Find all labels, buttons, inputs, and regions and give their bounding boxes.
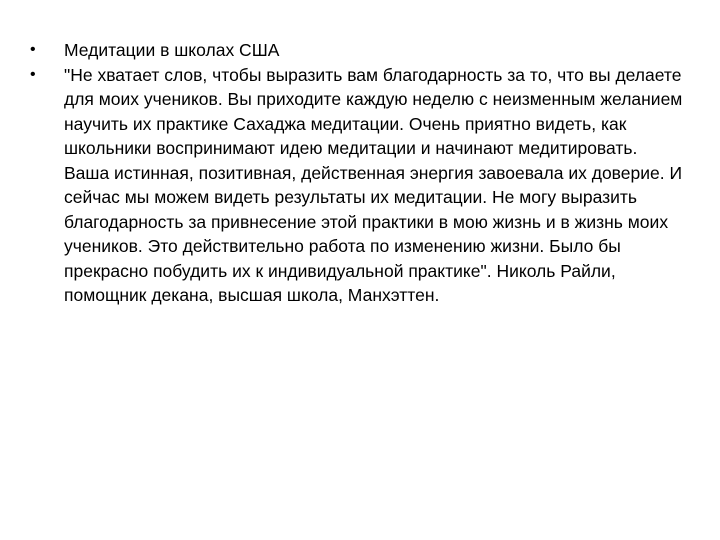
bullet-dot-icon: • <box>30 41 36 58</box>
bullet-item-title <box>26 38 686 63</box>
bullet-text-title: Медитации в школах США <box>64 40 280 60</box>
bullet-text-quote: "Не хватает слов, чтобы выразить вам благодарность за то, что вы делаете для моих учеников. Вы приходите каждую неделю с неизменным желанием научить их практике Сахаджа медитации. Очень приятно видеть, как школьники воспринимают идею медитации и начинают медитировать. Ваша истинная, позитивная, действенная энергия завоевала их доверие. И сейчас мы можем видеть результаты их медитации. Не могу выразить благодарность за привнесение этой практики в мою жизнь и в жизнь моих учеников. Это действительно работа по изменению жизни. Было бы прекрасно побудить их к индивидуальной практике". Николь Райли, помощник декана, высшая школа, Манхэттен. <box>64 64 683 305</box>
bullet-dot-icon: • <box>30 65 36 83</box>
bullet-item-quote <box>26 63 686 308</box>
bullet-list <box>26 38 686 308</box>
